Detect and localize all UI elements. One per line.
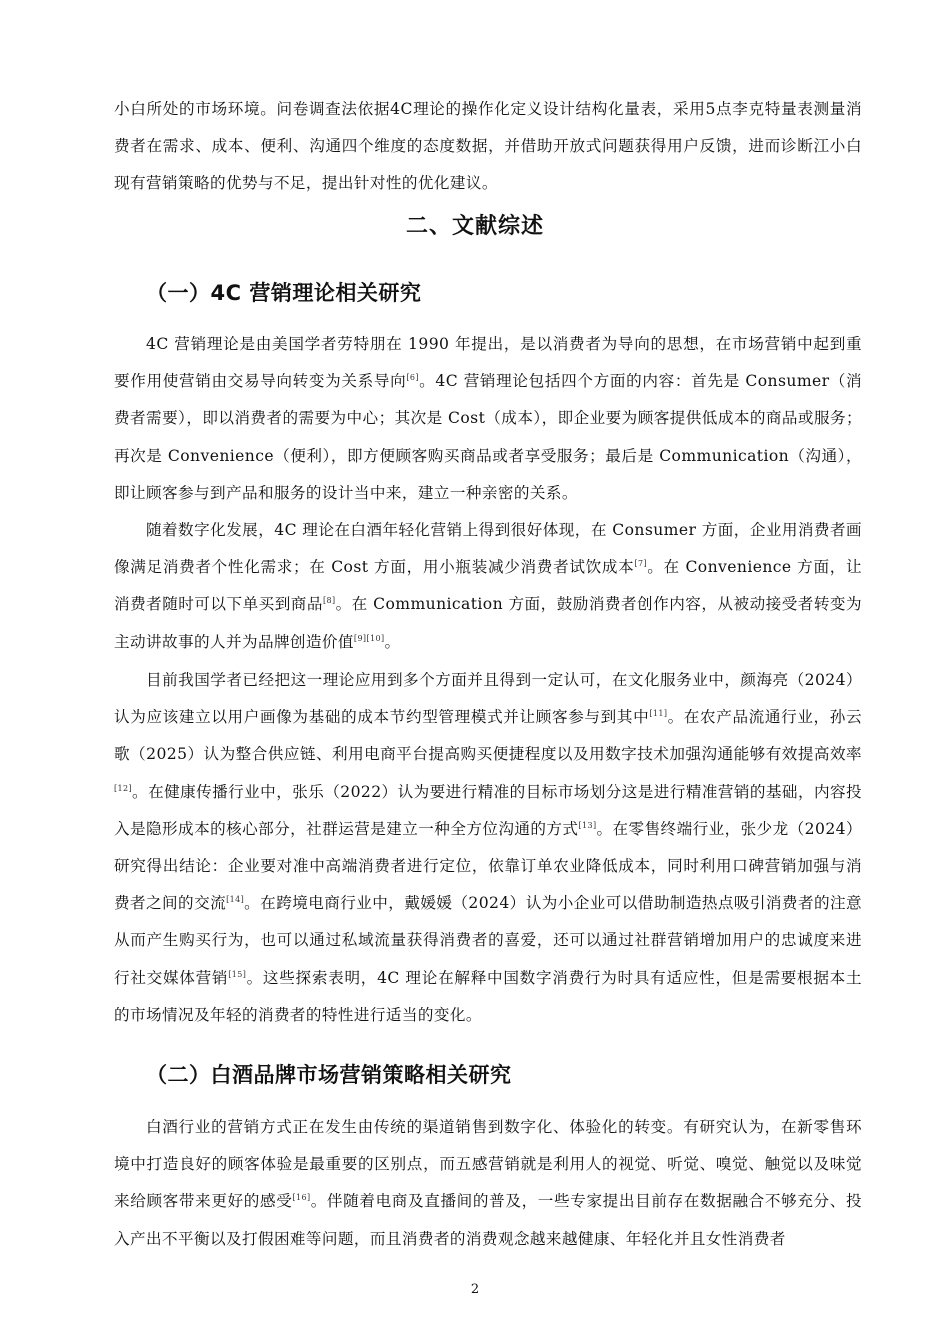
citation-15: [15] [228,969,247,979]
citation-9-10: [9][10] [353,633,385,643]
citation-8: [8] [322,596,336,606]
paragraph-4c-theory: 4C 营销理论是由美国学者劳特朋在 1990 年提出，是以消费者为导向的思想，在市场营销中起到重要作用使营销由交易导向转变为关系导向[6]。4C 营销理论包括四个方面的内容：首先是 Consumer（消费者需要），即以消费者的需要为中心；其次是 Cost（成本），即企业要为顾客提供低成本的商品或服务；再次是 Convenience（便利），即方便顾客购买商品或者享受服务；最后是 Communication（沟通），即让顾客参与到产品和服务的设计当中来，建立一种亲密的关系。 [114,335,862,502]
citation-14: [14] [226,895,245,905]
citation-13: [13] [578,820,597,830]
citation-6: [6] [406,373,419,383]
paragraph-digitalization: 随着数字化发展，4C 理论在白酒年轻化营销上得到很好体现，在 Consumer 方面，企业用消费者画像满足消费者个性化需求；在 Cost 方面，用小瓶装减少消费者试饮成本[7]。在 Convenience 方面，让消费者随时可以下单买到商品[8]。在 Communication 方面，鼓励消费者创作内容，从被动接受者转变为主动讲故事的人并为品牌创造价值[9][10]。 [114,521,862,651]
citation-11: [11] [649,709,668,719]
citation-7: [7] [634,559,647,569]
paragraph-domestic-research: 目前我国学者已经把这一理论应用到多个方面并且得到一定认可，在文化服务业中，颜海亮（2024）认为应该建立以用户画像为基础的成本节约型管理模式并让顾客参与到其中[11]。在农产品流通行业，孙云歌（2025）认为整合供应链、利用电商平台提高购买便捷程度以及用数字技术加强沟通能够有效提高效率[12]。在健康传播行业中，张乐（2022）认为要进行精准的目标市场划分这是进行精准营销的基础，内容投入是隐形成本的核心部分，社群运营是建立一种全方位沟通的方式[13]。在零售终端行业，张少龙（2024）研究得出结论：企业要对准中高端消费者进行定位，依靠订单农业降低成本，同时利用口碑营销加强与消费者之间的交流[14]。在跨境电商行业中，戴媛媛（2024）认为小企业可以借助制造热点吸引消费者的注意从而产生购买行为，也可以通过私域流量获得消费者的喜爱，还可以通过社群营销增加用户的忠诚度来进行社交媒体营销[15]。这些探索表明，4C 理论在解释中国数字消费行为时具有适应性，但是需要根据本土的市场情况及年轻的消费者的特性进行适当的变化。 [114,671,862,1024]
page-number: 2 [470,1282,480,1297]
subsection-title-4c: （一）4C 营销理论相关研究 [146,281,422,305]
paragraph-intro-continued: 小白所处的市场环境。问卷调查法依据4C理论的操作化定义设计结构化量表，采用5点李克特量表测量消费者在需求、成本、便利、沟通四个维度的态度数据，并借助开放式问题获得用户反馈，进而诊断江小白现有营销策略的优势与不足，提出针对性的优化建议。 [114,100,862,193]
citation-12: [12] [114,783,133,793]
citation-16: [16] [292,1193,311,1203]
subsection-title-baijiu: （二）白酒品牌市场营销策略相关研究 [146,1063,512,1087]
section-title: 二、文献综述 [405,214,544,239]
paragraph-baijiu-marketing: 白酒行业的营销方式正在发生由传统的渠道销售到数字化、体验化的转变。有研究认为，在新零售环境中打造良好的顾客体验是最重要的区别点，而五感营销就是利用人的视觉、听觉、嗅觉、触觉以及味觉来给顾客带来更好的感受[16]。伴随着电商及直播间的普及，一些专家提出目前存在数据融合不够充分、投入产出不平衡以及打假困难等问题，而且消费者的消费观念越来越健康、年轻化并且女性消费者 [114,1118,862,1248]
